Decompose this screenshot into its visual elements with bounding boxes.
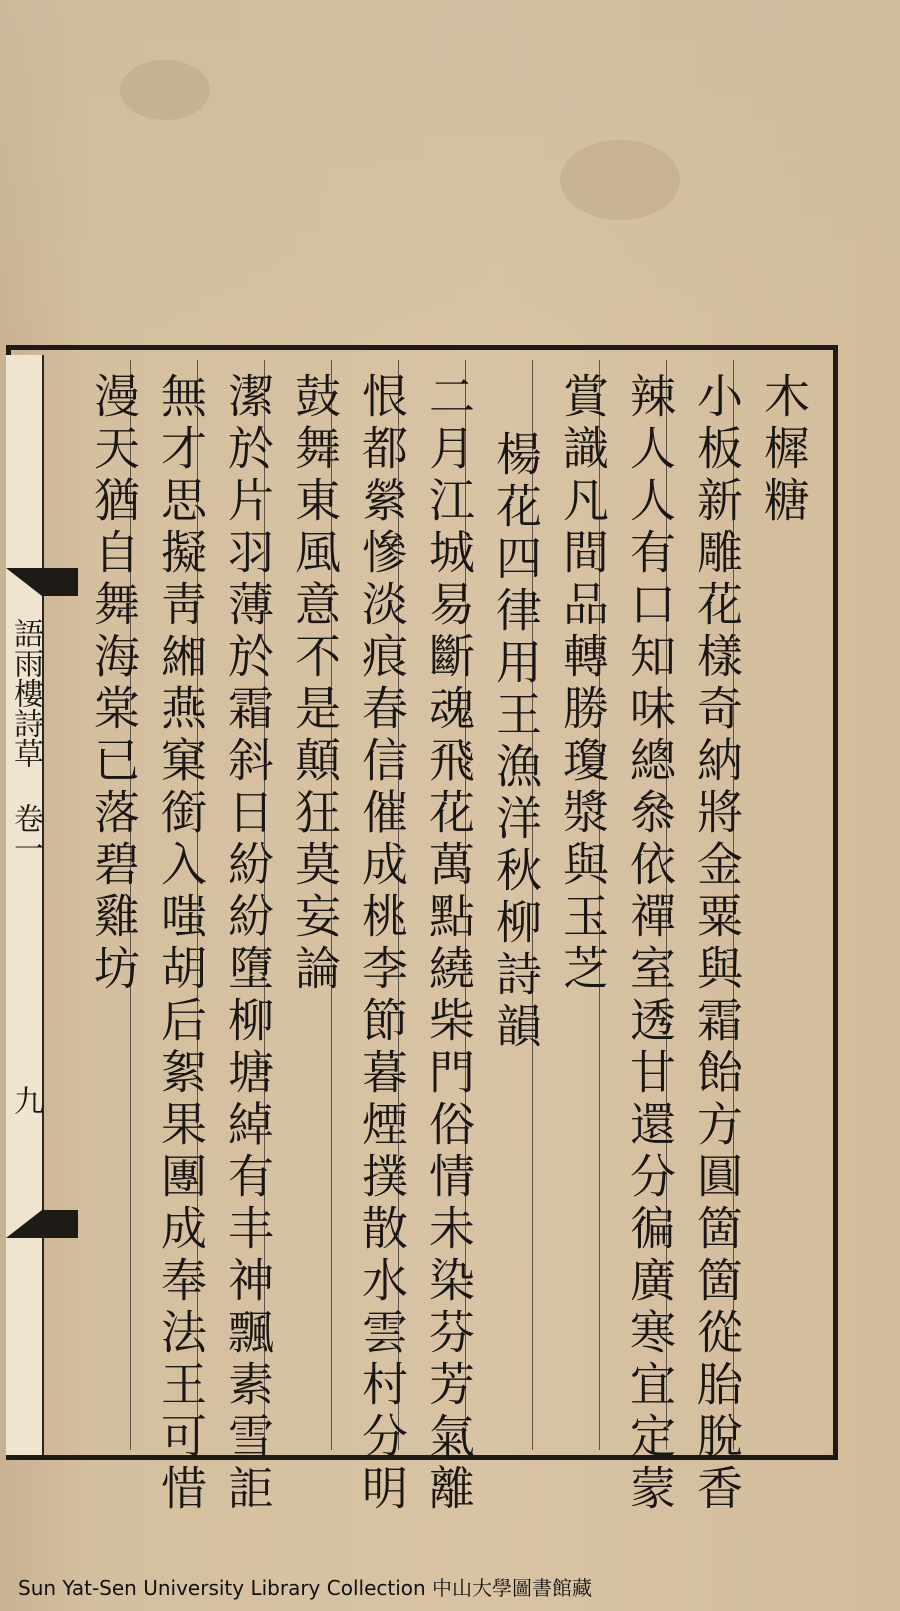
text-column: 恨都縈慘淡痕春信催成桃李節暮煙撲散水雲村分明	[355, 372, 409, 1516]
blank-margin	[0, 0, 900, 340]
page-heart-strip	[6, 355, 44, 1455]
text-column: 二月江城易斷魂飛花萬點繞柴門俗情未染芬芳氣離	[422, 372, 476, 1516]
text-column: 潔於片羽薄於霜斜日紛紛墮柳塘綽有丰神飄素雪詎	[221, 372, 275, 1516]
text-column: 鼓舞東風意不是顛狂莫妄論	[288, 372, 342, 996]
text-column: 辣人人有口知味總叅依禪室透甘還分徧廣寒宜定蒙	[623, 372, 677, 1516]
page-number: 九	[8, 1085, 43, 1115]
fish-tail-mark-top	[6, 568, 78, 596]
text-column: 漫天猶自舞海棠已落碧雞坊	[87, 372, 141, 996]
paper-stain	[120, 60, 210, 120]
heart-title: 語雨樓詩草 卷一	[8, 618, 43, 863]
paper-stain	[560, 140, 680, 220]
poem-title: 木樨糖	[757, 372, 811, 528]
fish-tail-mark-bottom	[6, 1210, 78, 1238]
library-credit: Sun Yat-Sen University Library Collection 中山大學圖書館藏	[18, 1576, 593, 1600]
text-column: 賞識凡間品轉勝瓊漿與玉芝	[556, 372, 610, 996]
poem-title: 楊花四律用王漁洋秋柳詩韻	[489, 430, 543, 1054]
text-column: 無才思擬靑緗燕窠銜入嗤胡后絮果團成奉法王可惜	[154, 372, 208, 1516]
text-column: 小板新雕花樣奇納將金粟與霜飴方圓箇箇從胎脫香	[690, 372, 744, 1516]
